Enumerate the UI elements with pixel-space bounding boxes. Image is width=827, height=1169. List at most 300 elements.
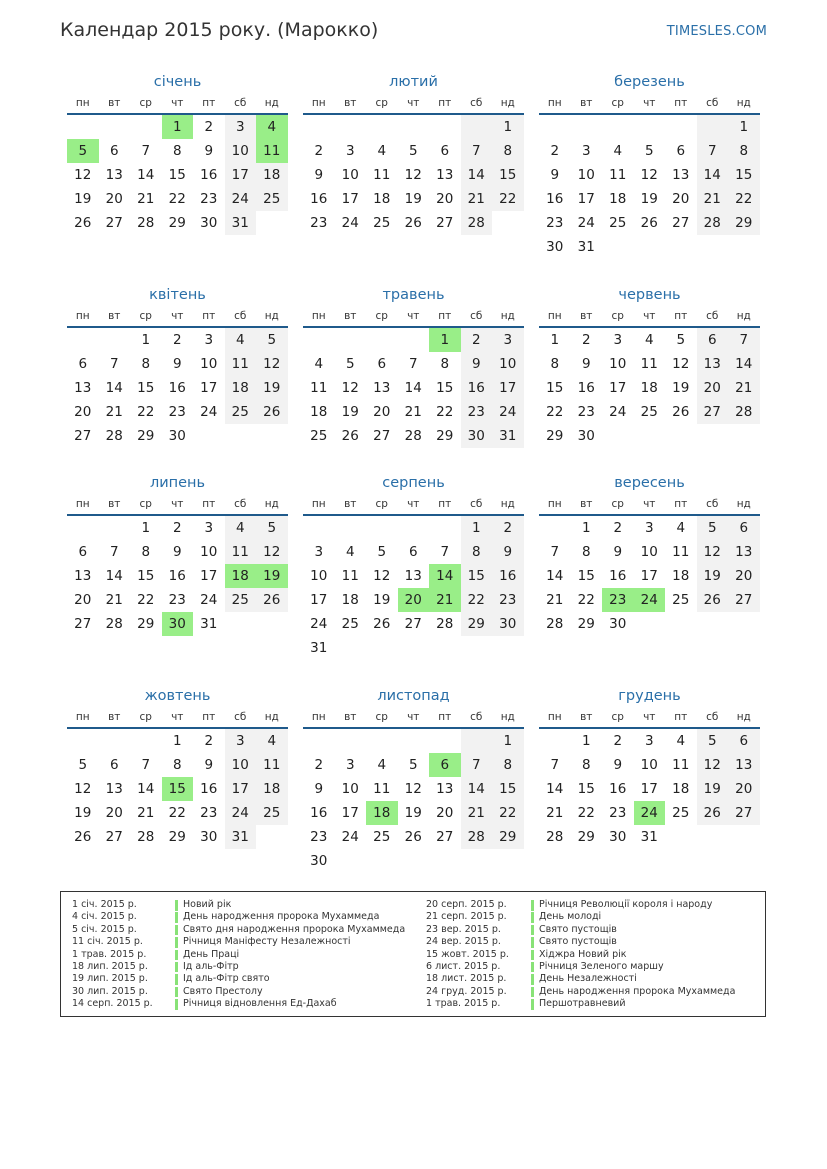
day-cell: 18 <box>672 781 690 797</box>
day-cell: 6 <box>408 544 418 560</box>
day-cell: 31 <box>640 829 658 845</box>
days-grid <box>67 729 288 849</box>
day-cell: 27 <box>74 428 92 444</box>
day-cell: 15 <box>728 163 760 187</box>
day-cell: 30 <box>168 428 186 444</box>
month-1 <box>67 71 288 235</box>
day-cell: 28 <box>105 616 123 632</box>
day-cell: 9 <box>172 544 182 560</box>
weekday-label: вт <box>580 498 593 510</box>
day-cell: 25 <box>672 805 690 821</box>
day-cell: 25 <box>640 404 658 420</box>
empty-cell <box>130 115 162 139</box>
empty-cell <box>303 328 335 352</box>
weekday-label: ср <box>375 310 388 322</box>
day-cell: 20 <box>105 191 123 207</box>
day-cell: 25 <box>373 215 391 231</box>
day-cell: 28 <box>105 428 123 444</box>
day-cell: 13 <box>373 380 391 396</box>
empty-cell <box>602 115 634 139</box>
day-cell: 9 <box>492 540 524 564</box>
empty-cell <box>571 115 603 139</box>
day-cell: 5 <box>676 332 686 348</box>
holiday-marker <box>175 912 178 923</box>
day-cell: 17 <box>200 568 218 584</box>
day-cell: 16 <box>492 564 524 588</box>
day-cell: 11 <box>672 757 690 773</box>
month-name: листопад <box>377 688 450 704</box>
day-cell: 11 <box>225 352 257 376</box>
day-cell: 3 <box>492 328 524 352</box>
day-cell: 23 <box>310 829 328 845</box>
weekday-label: пн <box>75 711 90 723</box>
day-cell: 12 <box>672 356 690 372</box>
day-cell: 5 <box>78 757 88 773</box>
day-cell: 7 <box>408 356 418 372</box>
month-2 <box>303 71 524 235</box>
weekday-label: пт <box>438 711 452 723</box>
day-cell: 2 <box>461 328 493 352</box>
day-cell: 13 <box>74 568 92 584</box>
day-cell: 7 <box>728 328 760 352</box>
weekday-label: сб <box>706 97 719 109</box>
holiday-name: Ід аль-Фітр свято <box>183 973 270 985</box>
day-cell: 25 <box>256 801 288 825</box>
weekday-label: вт <box>108 97 121 109</box>
holiday-day: 6 <box>429 753 461 777</box>
empty-cell <box>335 729 367 753</box>
holiday-date: 18 лип. 2015 р. <box>72 960 148 972</box>
day-cell: 26 <box>697 801 729 825</box>
day-cell: 21 <box>697 187 729 211</box>
day-cell: 1 <box>141 332 151 348</box>
day-cell: 22 <box>168 805 186 821</box>
weekday-label: ср <box>139 97 152 109</box>
day-cell: 29 <box>436 428 454 444</box>
weekday-label: сб <box>470 498 483 510</box>
day-cell: 8 <box>172 757 182 773</box>
day-cell: 19 <box>373 592 391 608</box>
weekday-label: вт <box>108 498 121 510</box>
weekday-label: чт <box>407 97 420 109</box>
day-cell: 6 <box>440 143 450 159</box>
day-cell: 6 <box>697 328 729 352</box>
weekday-label: чт <box>171 711 184 723</box>
weekday-label: сб <box>234 498 247 510</box>
holiday-name: Річниця Зеленого маршу <box>539 960 664 972</box>
day-cell: 12 <box>404 167 422 183</box>
day-cell: 10 <box>225 139 257 163</box>
day-cell: 30 <box>609 616 627 632</box>
day-cell: 9 <box>581 356 591 372</box>
day-cell: 7 <box>697 139 729 163</box>
day-cell: 23 <box>200 805 218 821</box>
empty-cell <box>429 729 461 753</box>
day-cell: 7 <box>440 544 450 560</box>
day-cell: 3 <box>644 520 654 536</box>
month-name: червень <box>618 287 681 303</box>
holiday-date: 1 січ. 2015 р. <box>72 899 137 910</box>
day-cell: 21 <box>404 404 422 420</box>
day-cell: 13 <box>697 352 729 376</box>
holiday-marker <box>175 925 178 936</box>
day-cell: 2 <box>613 733 623 749</box>
day-cell: 7 <box>109 356 119 372</box>
day-cell: 10 <box>640 544 658 560</box>
month-name: квітень <box>149 287 206 303</box>
empty-cell <box>539 729 571 753</box>
day-cell: 15 <box>137 568 155 584</box>
day-cell: 21 <box>546 805 564 821</box>
day-cell: 22 <box>577 805 595 821</box>
empty-cell <box>99 729 131 753</box>
holiday-day: 21 <box>429 588 461 612</box>
day-cell: 15 <box>492 777 524 801</box>
day-cell: 29 <box>461 612 493 636</box>
day-cell: 14 <box>137 167 155 183</box>
weekday-header <box>303 707 524 729</box>
day-cell: 16 <box>168 380 186 396</box>
day-cell: 5 <box>256 516 288 540</box>
holiday-name: Річниця Революції короля і народу <box>539 899 713 910</box>
holiday-name: Новий рік <box>183 899 232 910</box>
day-cell: 29 <box>577 616 595 632</box>
day-cell: 26 <box>74 829 92 845</box>
day-cell: 21 <box>105 404 123 420</box>
weekday-label: чт <box>171 498 184 510</box>
weekday-header <box>303 93 524 115</box>
day-cell: 11 <box>672 544 690 560</box>
holiday-day: 18 <box>366 801 398 825</box>
empty-cell <box>539 115 571 139</box>
empty-cell <box>335 115 367 139</box>
month-name: серпень <box>382 475 445 491</box>
day-cell: 29 <box>577 829 595 845</box>
day-cell: 20 <box>436 805 454 821</box>
empty-cell <box>398 328 430 352</box>
day-cell: 20 <box>672 191 690 207</box>
day-cell: 21 <box>461 801 493 825</box>
day-cell: 19 <box>404 805 422 821</box>
day-cell: 1 <box>728 115 760 139</box>
month-9 <box>539 472 760 636</box>
day-cell: 11 <box>373 167 391 183</box>
holiday-day: 20 <box>398 588 430 612</box>
day-cell: 5 <box>644 143 654 159</box>
holiday-name: Свято пустощів <box>539 923 617 935</box>
day-cell: 8 <box>492 753 524 777</box>
holiday-marker <box>175 937 178 948</box>
weekday-label: пн <box>311 310 326 322</box>
day-cell: 25 <box>310 428 328 444</box>
day-cell: 18 <box>672 568 690 584</box>
day-cell: 2 <box>492 516 524 540</box>
holiday-marker <box>531 912 534 923</box>
day-cell: 21 <box>546 592 564 608</box>
empty-cell <box>303 516 335 540</box>
day-cell: 11 <box>609 167 627 183</box>
empty-cell <box>99 328 131 352</box>
month-5 <box>303 284 524 448</box>
day-cell: 23 <box>310 215 328 231</box>
empty-cell <box>303 729 335 753</box>
day-cell: 30 <box>492 612 524 636</box>
day-cell: 28 <box>461 825 493 849</box>
holiday-date: 11 січ. 2015 р. <box>72 936 143 948</box>
weekday-label: пн <box>547 498 562 510</box>
day-cell: 16 <box>546 191 564 207</box>
day-cell: 12 <box>640 167 658 183</box>
day-cell: 25 <box>672 592 690 608</box>
holiday-date: 14 серп. 2015 р. <box>72 998 153 1010</box>
weekday-label: сб <box>470 310 483 322</box>
day-cell: 26 <box>373 616 391 632</box>
days-grid <box>539 729 760 849</box>
day-cell: 30 <box>200 215 218 231</box>
weekday-label: нд <box>500 498 515 510</box>
day-cell: 8 <box>141 544 151 560</box>
day-cell: 17 <box>492 376 524 400</box>
holiday-day: 30 <box>162 612 194 636</box>
weekday-label: чт <box>643 711 656 723</box>
weekday-label: чт <box>407 498 420 510</box>
day-cell: 6 <box>676 143 686 159</box>
day-cell: 18 <box>373 191 391 207</box>
day-cell: 17 <box>225 777 257 801</box>
holiday-date: 15 жовт. 2015 р. <box>426 948 509 960</box>
day-cell: 28 <box>137 829 155 845</box>
holiday-marker <box>531 974 534 985</box>
day-cell: 3 <box>644 733 654 749</box>
day-cell: 25 <box>225 588 257 612</box>
day-cell: 14 <box>728 352 760 376</box>
day-cell: 2 <box>204 733 214 749</box>
day-cell: 12 <box>341 380 359 396</box>
holiday-date: 19 лип. 2015 р. <box>72 973 148 985</box>
weekday-label: пт <box>202 97 216 109</box>
month-name: лютий <box>389 74 438 90</box>
weekday-label: пн <box>547 97 562 109</box>
day-cell: 19 <box>697 564 729 588</box>
day-cell: 27 <box>74 616 92 632</box>
day-cell: 25 <box>373 829 391 845</box>
day-cell: 24 <box>200 404 218 420</box>
day-cell: 24 <box>225 187 257 211</box>
day-cell: 14 <box>461 163 493 187</box>
day-cell: 5 <box>256 328 288 352</box>
day-cell: 13 <box>672 167 690 183</box>
day-cell: 7 <box>109 544 119 560</box>
days-grid <box>303 328 524 448</box>
day-cell: 26 <box>404 215 422 231</box>
day-cell: 30 <box>609 829 627 845</box>
weekday-header <box>539 306 760 328</box>
day-cell: 11 <box>341 568 359 584</box>
weekday-label: чт <box>643 498 656 510</box>
day-cell: 16 <box>200 781 218 797</box>
day-cell: 15 <box>436 380 454 396</box>
day-cell: 5 <box>697 729 729 753</box>
day-cell: 4 <box>225 328 257 352</box>
day-cell: 20 <box>697 376 729 400</box>
day-cell: 3 <box>225 729 257 753</box>
site-link[interactable]: TIMESLES.COM <box>666 24 767 39</box>
day-cell: 13 <box>436 167 454 183</box>
weekday-label: пт <box>674 310 688 322</box>
day-cell: 22 <box>546 404 564 420</box>
day-cell: 27 <box>697 400 729 424</box>
day-cell: 3 <box>204 520 214 536</box>
day-cell: 23 <box>577 404 595 420</box>
weekday-label: пн <box>547 310 562 322</box>
day-cell: 6 <box>109 143 119 159</box>
day-cell: 27 <box>105 215 123 231</box>
day-cell: 25 <box>609 215 627 231</box>
day-cell: 13 <box>728 540 760 564</box>
weekday-label: сб <box>234 97 247 109</box>
weekday-header <box>303 494 524 516</box>
day-cell: 16 <box>310 805 328 821</box>
weekday-label: сб <box>470 711 483 723</box>
weekday-label: чт <box>643 310 656 322</box>
day-cell: 29 <box>137 616 155 632</box>
day-cell: 10 <box>200 356 218 372</box>
weekday-label: пн <box>75 498 90 510</box>
day-cell: 18 <box>256 777 288 801</box>
weekday-label: чт <box>171 97 184 109</box>
weekday-header <box>539 707 760 729</box>
day-cell: 3 <box>225 115 257 139</box>
day-cell: 10 <box>640 757 658 773</box>
day-cell: 10 <box>577 167 595 183</box>
weekday-label: вт <box>108 711 121 723</box>
day-cell: 16 <box>461 376 493 400</box>
weekday-label: нд <box>500 310 515 322</box>
day-cell: 7 <box>461 139 493 163</box>
day-cell: 14 <box>697 163 729 187</box>
day-cell: 21 <box>105 592 123 608</box>
empty-cell <box>461 115 493 139</box>
empty-cell <box>99 115 131 139</box>
weekday-label: вт <box>580 97 593 109</box>
day-cell: 18 <box>256 163 288 187</box>
day-cell: 16 <box>577 380 595 396</box>
day-cell: 1 <box>550 332 560 348</box>
day-cell: 10 <box>341 781 359 797</box>
weekday-label: сб <box>706 498 719 510</box>
holiday-name: Першотравневий <box>539 998 626 1010</box>
day-cell: 8 <box>141 356 151 372</box>
holiday-date: 23 вер. 2015 р. <box>426 923 501 935</box>
day-cell: 16 <box>609 568 627 584</box>
day-cell: 23 <box>492 588 524 612</box>
weekday-label: ср <box>611 310 624 322</box>
weekday-label: нд <box>736 498 751 510</box>
weekday-label: вт <box>580 711 593 723</box>
day-cell: 12 <box>256 352 288 376</box>
day-cell: 12 <box>74 781 92 797</box>
weekday-label: нд <box>736 711 751 723</box>
day-cell: 18 <box>640 380 658 396</box>
holiday-name: День народження пророка Мухаммеда <box>539 985 736 997</box>
day-cell: 5 <box>408 143 418 159</box>
day-cell: 10 <box>492 352 524 376</box>
weekday-label: пт <box>674 97 688 109</box>
day-cell: 4 <box>314 356 324 372</box>
day-cell: 30 <box>200 829 218 845</box>
day-cell: 15 <box>577 568 595 584</box>
weekday-label: чт <box>643 97 656 109</box>
empty-cell <box>366 729 398 753</box>
holiday-date: 24 груд. 2015 р. <box>426 985 507 997</box>
holiday-date: 6 лист. 2015 р. <box>426 960 501 972</box>
days-grid <box>303 115 524 235</box>
day-cell: 8 <box>581 757 591 773</box>
day-cell: 11 <box>225 540 257 564</box>
day-cell: 3 <box>345 757 355 773</box>
day-cell: 24 <box>492 400 524 424</box>
month-7 <box>67 472 288 636</box>
month-6 <box>539 284 760 448</box>
weekday-header <box>67 93 288 115</box>
day-cell: 2 <box>550 143 560 159</box>
day-cell: 19 <box>256 376 288 400</box>
day-cell: 30 <box>546 239 564 255</box>
weekday-label: ср <box>375 711 388 723</box>
day-cell: 4 <box>676 520 686 536</box>
day-cell: 3 <box>204 332 214 348</box>
day-cell: 24 <box>310 616 328 632</box>
month-10 <box>67 685 288 849</box>
day-cell: 8 <box>581 544 591 560</box>
day-cell: 19 <box>697 777 729 801</box>
day-cell: 14 <box>546 781 564 797</box>
holiday-name: Річниця відновлення Ед-Дахаб <box>183 998 337 1010</box>
weekday-label: пт <box>202 711 216 723</box>
weekday-label: чт <box>407 310 420 322</box>
day-cell: 23 <box>546 215 564 231</box>
weekday-label: пт <box>202 310 216 322</box>
day-cell: 8 <box>492 139 524 163</box>
weekday-label: сб <box>706 711 719 723</box>
day-cell: 9 <box>461 352 493 376</box>
day-cell: 1 <box>172 733 182 749</box>
day-cell: 22 <box>577 592 595 608</box>
holiday-marker <box>531 900 534 911</box>
day-cell: 24 <box>341 829 359 845</box>
holiday-date: 18 лист. 2015 р. <box>426 973 507 985</box>
day-cell: 7 <box>141 757 151 773</box>
empty-cell <box>697 115 729 139</box>
day-cell: 31 <box>310 640 328 656</box>
day-cell: 28 <box>461 211 493 235</box>
month-name: січень <box>153 74 202 90</box>
day-cell: 9 <box>172 356 182 372</box>
month-11 <box>303 685 524 873</box>
day-cell: 14 <box>404 380 422 396</box>
day-cell: 20 <box>728 564 760 588</box>
holiday-marker <box>531 950 534 961</box>
holiday-marker <box>175 974 178 985</box>
holiday-marker <box>531 925 534 936</box>
day-cell: 14 <box>137 781 155 797</box>
empty-cell <box>429 516 461 540</box>
day-cell: 19 <box>74 805 92 821</box>
weekday-header <box>539 93 760 115</box>
empty-cell <box>67 328 99 352</box>
day-cell: 3 <box>345 143 355 159</box>
weekday-label: пт <box>438 97 452 109</box>
